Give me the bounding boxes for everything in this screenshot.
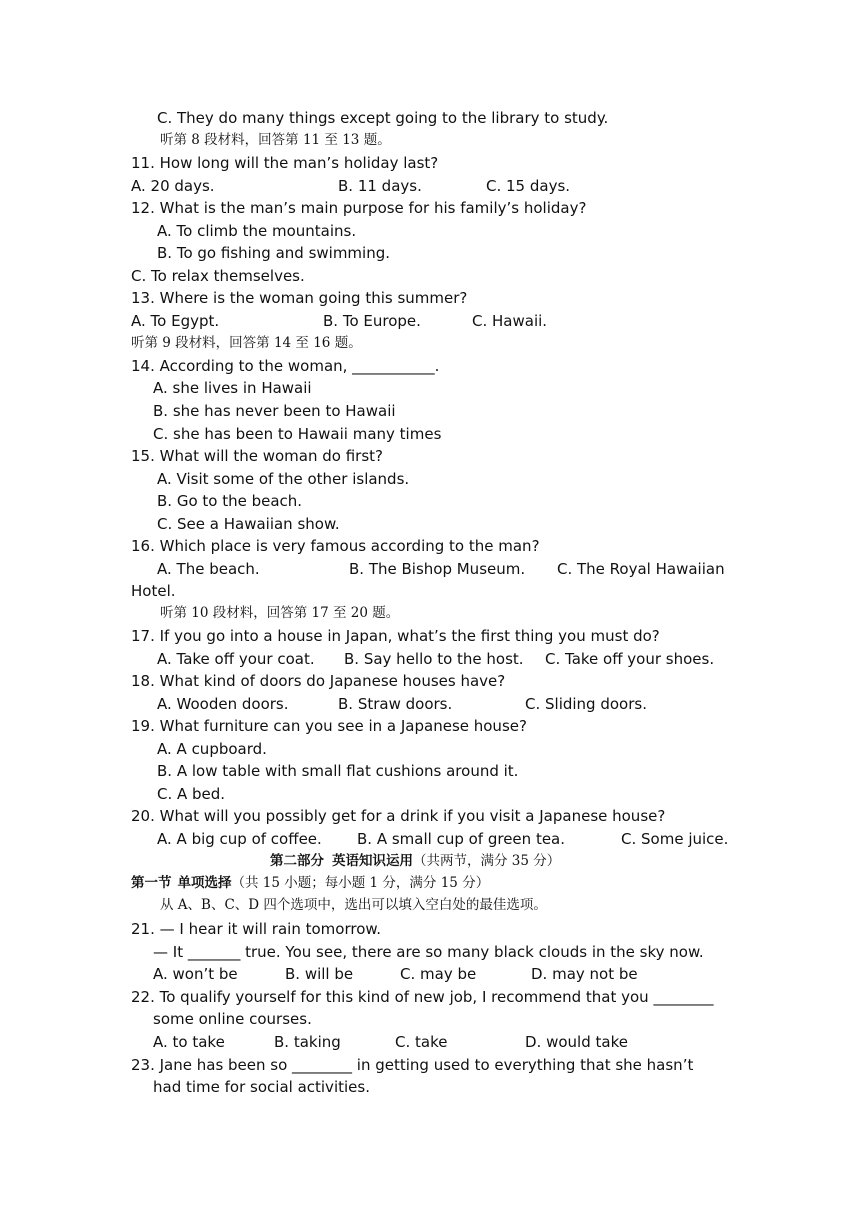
question-23-continued: had time for social activities. bbox=[153, 1078, 370, 1096]
answer-option: A. to take bbox=[153, 1033, 225, 1051]
part-title: 第二部分 bbox=[270, 853, 324, 869]
answer-option: A. A big cup of coffee. bbox=[157, 830, 322, 848]
answer-option: C. A bed. bbox=[157, 785, 226, 803]
answer-option: C. The Royal Hawaiian bbox=[557, 560, 725, 578]
answer-option: A. A cupboard. bbox=[157, 740, 267, 758]
question-11: 11. How long will the man’s holiday last? bbox=[131, 154, 439, 172]
answer-option: B. The Bishop Museum. bbox=[349, 560, 526, 578]
question-15: 15. What will the woman do first? bbox=[131, 447, 383, 465]
answer-option: C. They do many things except going to the library to study. bbox=[157, 109, 609, 127]
answer-option: C. Some juice. bbox=[621, 830, 729, 848]
answer-option: B. Say hello to the host. bbox=[344, 650, 524, 668]
question-22-continued: some online courses. bbox=[153, 1010, 312, 1028]
answer-option: C. she has been to Hawaii many times bbox=[153, 425, 442, 443]
answer-option: C. Take off your shoes. bbox=[545, 650, 715, 668]
section-title: 第一节 bbox=[131, 875, 172, 891]
question-17: 17. If you go into a house in Japan, what’s the first thing you must do? bbox=[131, 627, 660, 645]
section-instruction: 听第 10 段材料，回答第 17 至 20 题。 bbox=[160, 605, 400, 621]
question-21: 21. — I hear it will rain tomorrow. bbox=[131, 920, 382, 938]
question-14: 14. According to the woman, ___________. bbox=[131, 357, 440, 375]
answer-option: D. may not be bbox=[531, 965, 638, 983]
section-heading bbox=[131, 873, 489, 893]
answer-option: A. Take off your coat. bbox=[157, 650, 315, 668]
answer-option-continued: Hotel. bbox=[131, 582, 176, 600]
section-subtitle: 单项选择 bbox=[177, 875, 232, 891]
question-22: 22. To qualify yourself for this kind of new job, I recommend that you ________ bbox=[131, 988, 714, 1006]
question-18: 18. What kind of doors do Japanese houses have? bbox=[131, 672, 506, 690]
answer-option: A. Wooden doors. bbox=[157, 695, 289, 713]
answer-option: A. To Egypt. bbox=[131, 312, 220, 330]
part-heading bbox=[270, 851, 560, 871]
section-instruction: 从 A、B、C、D 四个选项中，选出可以填入空白处的最佳选项。 bbox=[160, 897, 547, 913]
answer-option: B. To Europe. bbox=[323, 312, 421, 330]
answer-option: C. take bbox=[395, 1033, 448, 1051]
part-score-note: （共两节，满分 35 分） bbox=[413, 853, 561, 869]
question-20: 20. What will you possibly get for a drink if you visit a Japanese house? bbox=[131, 807, 666, 825]
answer-option: C. may be bbox=[400, 965, 477, 983]
question-23: 23. Jane has been so ________ in getting used to everything that she hasn’t bbox=[131, 1056, 694, 1074]
answer-option: C. Hawaii. bbox=[472, 312, 548, 330]
answer-option: B. A small cup of green tea. bbox=[357, 830, 566, 848]
answer-option: B. she has never been to Hawaii bbox=[153, 402, 396, 420]
answer-option: C. 15 days. bbox=[486, 177, 571, 195]
answer-option: A. she lives in Hawaii bbox=[153, 379, 312, 397]
section-score-note: （共 15 小题；每小题 1 分，满分 15 分） bbox=[231, 875, 490, 891]
section-instruction: 听第 8 段材料，回答第 11 至 13 题。 bbox=[160, 132, 391, 148]
answer-option: A. Visit some of the other islands. bbox=[157, 470, 410, 488]
answer-option: B. Straw doors. bbox=[338, 695, 453, 713]
answer-option: D. would take bbox=[525, 1033, 628, 1051]
answer-option: C. See a Hawaiian show. bbox=[157, 515, 340, 533]
section-instruction: 听第 9 段材料，回答第 14 至 16 题。 bbox=[131, 335, 362, 351]
question-16: 16. Which place is very famous according to the man? bbox=[131, 537, 540, 555]
answer-option: A. To climb the mountains. bbox=[157, 222, 357, 240]
part-subtitle: 英语知识运用 bbox=[332, 853, 413, 869]
answer-option: B. To go fishing and swimming. bbox=[157, 244, 391, 262]
question-13: 13. Where is the woman going this summer? bbox=[131, 289, 468, 307]
answer-option: A. 20 days. bbox=[131, 177, 215, 195]
question-21-dialogue: — It _______ true. You see, there are so many black clouds in the sky now. bbox=[153, 943, 704, 961]
answer-option: A. won’t be bbox=[153, 965, 238, 983]
answer-option: C. To relax themselves. bbox=[131, 267, 305, 285]
answer-option: C. Sliding doors. bbox=[525, 695, 647, 713]
question-12: 12. What is the man’s main purpose for his family’s holiday? bbox=[131, 199, 587, 217]
answer-option: A. The beach. bbox=[157, 560, 260, 578]
answer-option: B. taking bbox=[274, 1033, 341, 1051]
answer-option: B. 11 days. bbox=[338, 177, 422, 195]
answer-option: B. Go to the beach. bbox=[157, 492, 303, 510]
answer-option: B. A low table with small flat cushions around it. bbox=[157, 762, 519, 780]
question-19: 19. What furniture can you see in a Japanese house? bbox=[131, 717, 527, 735]
answer-option: B. will be bbox=[285, 965, 354, 983]
